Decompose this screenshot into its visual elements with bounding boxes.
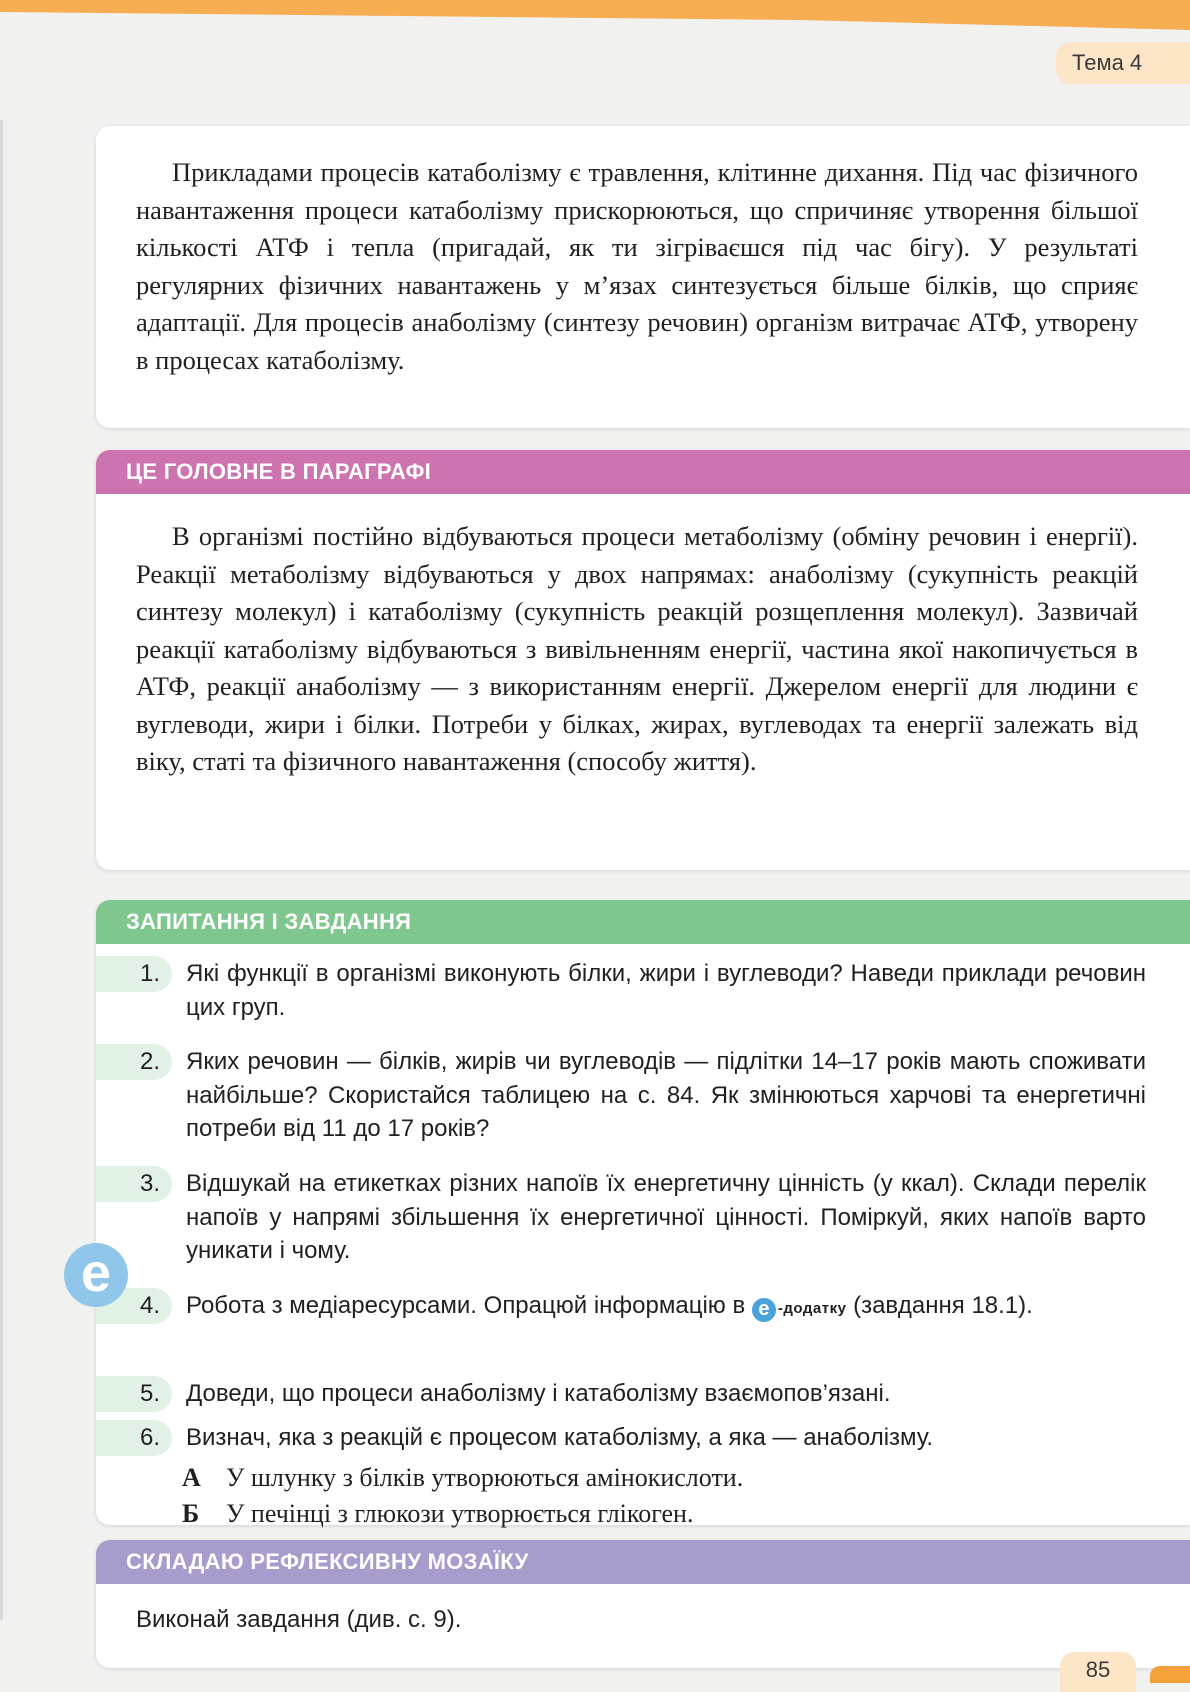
questions-title: ЗАПИТАННЯ І ЗАВДАННЯ bbox=[96, 900, 1190, 944]
question-number: 6. bbox=[96, 1420, 172, 1456]
question-text: Робота з медіаресурсами. Опрацюй інформацію в е -додатку (завдання 18.1). bbox=[186, 1292, 1033, 1320]
e-supplement-icon: е bbox=[752, 1298, 776, 1322]
answer-letter: Б bbox=[182, 1499, 200, 1528]
page-number: 85 bbox=[1060, 1652, 1136, 1692]
answer-option bbox=[182, 1496, 693, 1532]
intro-paragraph: Прикладами процесів катаболізму є травлення, клітинне дихання. Під час фізичного навантаження процеси катаболізму прискорюються, що спричиняє утворення більшої кількості АТФ і тепла (пригадай, як ти зігріваєшся під час бігу). У результаті регулярних фізичних навантажень у м’язах синтезується більше білків, що сприяє адаптації. Для процесів анаболізму (синтезу речовин) організм витрачає АТФ, утворену в процесах катаболізму. bbox=[136, 157, 1138, 375]
top-orange-band bbox=[0, 0, 1190, 64]
question-number: 2. bbox=[96, 1044, 172, 1080]
answer-text: У шлунку з білків утворюються амінокислоти. bbox=[226, 1463, 744, 1492]
e-supplement-label: -додатку bbox=[777, 1300, 847, 1317]
left-margin-rule bbox=[0, 120, 3, 1620]
summary-card bbox=[96, 450, 1190, 870]
questions-card bbox=[96, 900, 1190, 1528]
question-number: 4. bbox=[96, 1288, 172, 1324]
question-text: Яких речовин — білків, жирів чи вуглеводів — підлітки 14–17 років мають споживати найбільше? Скористайся таблицею на с. 84. Як змінюються харчові та енергетичні потреби від 11 до 17 років? bbox=[186, 1048, 1146, 1142]
question-number: 1. bbox=[96, 956, 172, 992]
answer-letter: А bbox=[182, 1463, 201, 1492]
answer-option bbox=[182, 1460, 743, 1496]
intro-card bbox=[96, 126, 1190, 428]
corner-accent bbox=[1150, 1666, 1190, 1683]
question-text: Доведи, що процеси анаболізму і катаболізму взаємопов’язані. bbox=[186, 1380, 891, 1407]
reflection-text: Виконай завдання (див. с. 9). bbox=[136, 1606, 462, 1633]
e-resource-margin-icon: е bbox=[64, 1243, 128, 1307]
question-text: Відшукай на етикетках різних напоїв їх енергетичну цінність (у ккал). Склади перелік напоїв у напрямі збільшення їх енергетичної цінності. Поміркуй, яких напоїв варто уникати і чому. bbox=[186, 1170, 1146, 1264]
question-text: Визнач, яка з реакцій є процесом катаболізму, а яка — анаболізму. bbox=[186, 1424, 934, 1451]
question-number: 5. bbox=[96, 1376, 172, 1412]
summary-paragraph: В організмі постійно відбуваються процеси метаболізму (обміну речовин і енергії). Реакції метаболізму відбуваються у двох напрямах: анаболізму (сукупність реакцій синтезу молекул) і катаболізму (сукупність реакцій розщеплення молекул). Зазвичай реакції катаболізму відбуваються з вивільненням енергії, частина якої накопичується в АТФ, реакції анаболізму — з використанням енергії. Джерелом енергії для людини є вуглеводи, жири і білки. Потреби у білках, жирах, вуглеводах та енергії залежать від віку, статі та фізичного навантаження (способу життя). bbox=[136, 521, 1138, 776]
summary-title: ЦЕ ГОЛОВНЕ В ПАРАГРАФІ bbox=[96, 450, 1190, 494]
answer-text: У печінці з глюкози утворюється глікоген. bbox=[226, 1499, 694, 1528]
question-number: 3. bbox=[96, 1166, 172, 1202]
reflection-title: СКЛАДАЮ РЕФЛЕКСИВНУ МОЗАЇКУ bbox=[96, 1540, 1190, 1584]
question-text: Які функції в організмі виконують білки, жири і вуглеводи? Наведи приклади речовин цих груп. bbox=[186, 960, 1146, 1021]
theme-label: Тема 4 bbox=[1056, 42, 1190, 84]
reflection-card bbox=[96, 1540, 1190, 1668]
